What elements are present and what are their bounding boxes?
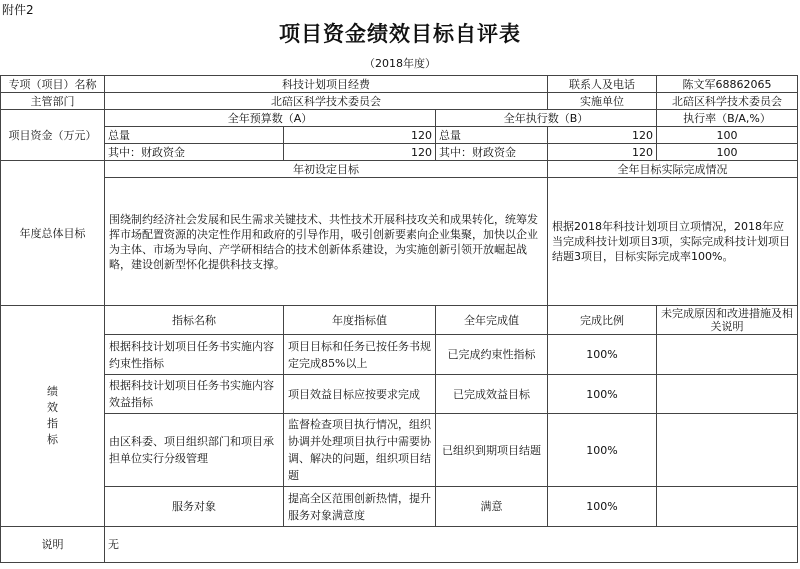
performance-indicator-label: [1, 306, 105, 527]
funds-header-row: [1, 110, 798, 127]
funds-label: 项目资金（万元）: [1, 110, 105, 161]
indicator-row: [1, 335, 798, 375]
indicator-done: 已完成效益目标: [436, 375, 548, 414]
indicator-row: [1, 414, 798, 487]
indicator-reason: [657, 414, 798, 487]
execution-rate-value: 100: [657, 144, 798, 161]
indicator-reason: [657, 335, 798, 375]
indicator-done-header: 全年完成值: [436, 306, 548, 335]
indicator-done: 满意: [436, 487, 548, 527]
budget-row-label: 其中：财政资金: [105, 144, 284, 161]
indicator-value: 监督检查项目执行情况，组织协调并处理项目执行中需要协调、解决的问题，组织项目结题: [284, 414, 436, 487]
indicator-name: 由区科委、项目组织部门和项目承担单位实行分级管理: [105, 414, 284, 487]
indicator-value: 项目效益目标应按要求完成: [284, 375, 436, 414]
indicator-header-row: [1, 306, 798, 335]
execution-rate-header: 执行率（B/A,%）: [657, 110, 798, 127]
implementing-unit-label: 实施单位: [548, 93, 657, 110]
execution-value: 120: [548, 144, 657, 161]
indicator-row: [1, 487, 798, 527]
page-title: 项目资金绩效目标自评表: [279, 21, 521, 46]
actual-completion-text: 根据2018年科技计划项目立项情况，2018年应当完成科技计划项目3项，实际完成科技计划项目结题3项目，目标实际完成率100%。: [548, 178, 798, 306]
indicator-ratio: 100%: [548, 335, 657, 375]
indicator-name-header: 指标名称: [105, 306, 284, 335]
goals-text-row: [1, 178, 798, 306]
actual-completion-header: 全年目标实际完成情况: [548, 161, 798, 178]
contact-label: 联系人及电话: [548, 76, 657, 93]
indicator-name: 服务对象: [105, 487, 284, 527]
year-note: （2018年度）: [364, 57, 436, 70]
execution-rate-value: 100: [657, 127, 798, 144]
goals-header-row: [1, 161, 798, 178]
budget-value: 120: [284, 127, 436, 144]
indicator-ratio: 100%: [548, 414, 657, 487]
funds-fiscal-row: [1, 144, 798, 161]
self-evaluation-table: [0, 75, 798, 563]
project-name-label: 专项（项目）名称: [1, 76, 105, 93]
indicator-name: 根据科技计划项目任务书实施内容约束性指标: [105, 335, 284, 375]
indicator-value-header: 年度指标值: [284, 306, 436, 335]
budget-value: 120: [284, 144, 436, 161]
indicator-value: 项目目标和任务已按任务书规定完成85%以上: [284, 335, 436, 375]
notes-label: 说明: [1, 527, 105, 563]
annual-goal-label: 年度总体目标: [1, 161, 105, 306]
indicator-reason-header: 未完成原因和改进措施及相关说明: [657, 306, 798, 335]
indicator-ratio-header: 完成比例: [548, 306, 657, 335]
performance-indicator-text: 绩效指标: [47, 385, 58, 446]
project-name-row: [1, 76, 798, 93]
indicator-ratio: 100%: [548, 487, 657, 527]
initial-goal-text: 围绕制约经济社会发展和民生需求关键技术、共性技术开展科技攻关和成果转化，统筹发挥市场配置资源的决定性作用和政府的引导作用，吸引创新要素向企业集聚，加快以企业为主体、市场为导向、产学研相结合的技术创新体系建设，为实施创新引领开放崛起战略，建设创新型怀化提供科技支撑。: [105, 178, 548, 306]
project-name-value: 科技计划项目经费: [105, 76, 548, 93]
indicator-done: 已组织到期项目结题: [436, 414, 548, 487]
execution-header: 全年执行数（B）: [436, 110, 657, 127]
indicator-name: 根据科技计划项目任务书实施内容效益指标: [105, 375, 284, 414]
execution-row-label: 其中：财政资金: [436, 144, 548, 161]
indicator-reason: [657, 487, 798, 527]
notes-row: [1, 527, 798, 563]
department-row: [1, 93, 798, 110]
funds-total-row: [1, 127, 798, 144]
department-value: 北碚区科学技术委员会: [105, 93, 548, 110]
indicator-row: [1, 375, 798, 414]
indicator-ratio: 100%: [548, 375, 657, 414]
indicator-done: 已完成约束性指标: [436, 335, 548, 375]
attachment-label: 附件2: [2, 3, 34, 17]
implementing-unit-value: 北碚区科学技术委员会: [657, 93, 798, 110]
department-label: 主管部门: [1, 93, 105, 110]
initial-goal-header: 年初设定目标: [105, 161, 548, 178]
notes-value: 无: [105, 527, 798, 563]
budget-row-label: 总量: [105, 127, 284, 144]
execution-row-label: 总量: [436, 127, 548, 144]
indicator-reason: [657, 375, 798, 414]
budget-header: 全年预算数（A）: [105, 110, 436, 127]
execution-value: 120: [548, 127, 657, 144]
contact-value: 陈文军68862065: [657, 76, 798, 93]
indicator-value: 提高全区范围创新热情，提升服务对象满意度: [284, 487, 436, 527]
